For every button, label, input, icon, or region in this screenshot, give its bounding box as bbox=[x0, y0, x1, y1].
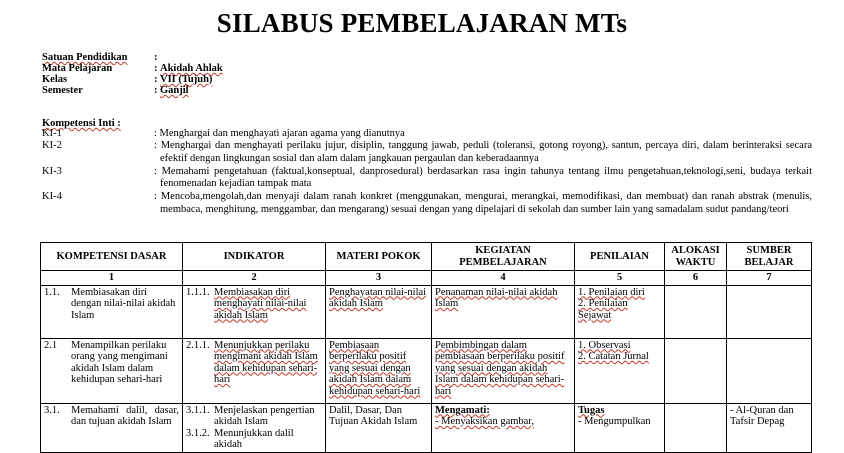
penilaian-item: 2. Catatan Jurnal bbox=[578, 351, 649, 362]
header-sumber-belajar: SUMBER BELAJAR bbox=[727, 243, 812, 271]
header-materi-pokok: MATERI POKOK bbox=[326, 243, 432, 271]
penilaian-heading: Tugas bbox=[578, 404, 605, 416]
kd-cell bbox=[41, 285, 183, 338]
identity-colon: : bbox=[154, 52, 158, 63]
alokasi-cell bbox=[665, 403, 727, 452]
indikator-number: 1.1.1. bbox=[186, 286, 210, 298]
column-number: 2 bbox=[183, 271, 326, 286]
identity-value: Ganjil bbox=[160, 85, 189, 96]
identity-label-text: Mata Pelajaran bbox=[42, 63, 113, 74]
indikator-text: Menjelaskan pengertian akidah Islam bbox=[214, 404, 315, 427]
indikator-number: 2.1.1. bbox=[186, 339, 210, 351]
header-kompetensi-dasar: KOMPETENSI DASAR bbox=[41, 243, 183, 271]
table-row bbox=[41, 403, 812, 452]
header-penilaian: PENILAIAN bbox=[575, 243, 665, 271]
table-row bbox=[41, 285, 812, 338]
identity-label bbox=[42, 63, 154, 74]
identity-label: Semester bbox=[42, 85, 83, 96]
kd-text: Memahami dalil, dasar, dan tujuan akidah Islam bbox=[71, 404, 179, 427]
identity-colon: : bbox=[154, 85, 158, 96]
ki-code: KI-3 bbox=[42, 165, 62, 177]
table-header-row bbox=[41, 243, 812, 271]
ki-code: KI-2 bbox=[42, 140, 62, 152]
ki-item bbox=[42, 191, 812, 216]
kompetensi-inti-heading: Kompetensi Inti : bbox=[42, 118, 121, 129]
kd-cell bbox=[41, 403, 183, 452]
penilaian-cell bbox=[575, 285, 665, 338]
identity-colon: : bbox=[154, 74, 158, 85]
alokasi-cell bbox=[665, 285, 727, 338]
identity-label: Kelas bbox=[42, 74, 68, 85]
indikator-number: 3.1.2. bbox=[186, 427, 210, 439]
ki-text: : Mencoba,mengolah,dan menyaji dalam ranah konkret (menggunakan, mengurai, merangkai, memodifikasi, dan membuat) dan ranah abstrak (menulis, membaca, menghitung, menggambar, dan mengarang) sesuai dengan yang dipelajari di sekolah dan sumber lain yang samadalam sudut pandang/teori bbox=[154, 191, 812, 215]
ki-item bbox=[42, 166, 812, 191]
materi-cell: Pembiasaan berperilaku positif yang sesuai dengan akidah Islam dalam kehidupan sehari-hari bbox=[326, 338, 432, 403]
header-indikator: INDIKATOR bbox=[183, 243, 326, 271]
kompetensi-inti-list bbox=[42, 128, 812, 216]
column-number: 3 bbox=[326, 271, 432, 286]
sumber-cell bbox=[727, 285, 812, 338]
header-alokasi-waktu: ALOKASI WAKTU bbox=[665, 243, 727, 271]
alokasi-cell bbox=[665, 338, 727, 403]
penilaian-item: 1. Observasi bbox=[578, 339, 631, 351]
kegiatan-cell: Penanaman nilai-nilai akidah Islam bbox=[432, 285, 575, 338]
kegiatan-item: - Menyaksikan gambar, bbox=[435, 416, 535, 427]
kd-cell bbox=[41, 338, 183, 403]
penilaian-item: 1. Penilaian diri bbox=[578, 286, 645, 298]
kd-text: Menampilkan perilaku orang yang mengimani akidah Islam dalam kehidupan sehari-hari bbox=[71, 339, 168, 385]
kegiatan-cell: Pembimbingan dalam pembiasaan berperilaku positif yang sesuai dengan akidah Islam dalam kehidupan sehari-hari bbox=[432, 338, 575, 403]
column-number: 5 bbox=[575, 271, 665, 286]
column-number: 1 bbox=[41, 271, 183, 286]
ki-text: : Menghargai dan menghayati ajaran agama yang dianutnya bbox=[154, 128, 405, 139]
kd-number: 2.1 bbox=[44, 339, 58, 351]
identity-row bbox=[42, 85, 223, 96]
penilaian-cell bbox=[575, 338, 665, 403]
identity-value: Akidah Ahlak bbox=[160, 63, 223, 74]
identity-label: Satuan Pendidikan bbox=[42, 52, 128, 63]
table-row bbox=[41, 338, 812, 403]
kd-number: 1.1. bbox=[44, 286, 60, 298]
materi-cell: Dalil, Dasar, Dan Tujuan Akidah Islam bbox=[326, 403, 432, 452]
sumber-cell bbox=[727, 338, 812, 403]
ki-item bbox=[42, 128, 812, 140]
penilaian-cell bbox=[575, 403, 665, 452]
indikator-text: Menunjukkan perilaku mengimani akidah Islam dalam kehidupan sehari-hari bbox=[214, 339, 318, 385]
indikator-text: Membiasakan diri menghayati nilai-nilai akidah Islam bbox=[214, 286, 307, 321]
ki-item bbox=[42, 140, 812, 165]
indikator-text: Menunjukkan dalil akidah bbox=[214, 427, 294, 450]
kegiatan-heading: Mengamati: bbox=[435, 404, 490, 416]
table-number-row bbox=[41, 271, 812, 286]
kd-number: 3.1. bbox=[44, 404, 60, 416]
indikator-cell bbox=[183, 403, 326, 452]
page-title: SILABUS PEMBELAJARAN MTs bbox=[216, 8, 628, 38]
column-number: 4 bbox=[432, 271, 575, 286]
ki-code: KI-1 bbox=[42, 128, 62, 139]
indikator-cell bbox=[183, 338, 326, 403]
ki-text: : Memahami pengetahuan (faktual,konseptual, danprosedural) berdasarkan rasa ingin tahunya tentang ilmu pengetahuan,teknologi,seni, budaya terkait fenomenadan kejadian tampak mata bbox=[154, 165, 812, 190]
sumber-cell: - Al-Quran dan Tafsir Depag bbox=[727, 403, 812, 452]
indikator-cell bbox=[183, 285, 326, 338]
syllabus-table bbox=[40, 242, 812, 453]
kd-text: Membiasakan diri dengan nilai-nilai akidah Islam bbox=[71, 286, 176, 321]
identity-value: VII (Tujuh) bbox=[160, 74, 213, 85]
ki-text: : Menghargai dan menghayati perilaku jujur, disiplin, tanggung jawab, peduli (toleransi, gotong royong), santun, percaya diri, dalam berinteraksi secara efektif dengan lingkungan sosial dan alam dalam jangkauan pergaulan dan keberadaannya bbox=[154, 140, 812, 164]
ki-code: KI-4 bbox=[42, 191, 62, 203]
materi-cell: Penghayatan nilai-nilai akidah Islam bbox=[326, 285, 432, 338]
penilaian-item: 2. Penilaian Sejawat bbox=[578, 298, 628, 321]
identity-row bbox=[42, 74, 223, 85]
column-number: 6 bbox=[665, 271, 727, 286]
identity-block bbox=[42, 52, 223, 96]
penilaian-item: - Mengumpulkan bbox=[578, 416, 651, 427]
identity-row bbox=[42, 63, 223, 74]
kegiatan-cell bbox=[432, 403, 575, 452]
indikator-number: 3.1.1. bbox=[186, 404, 210, 416]
column-number: 7 bbox=[727, 271, 812, 286]
identity-colon: : bbox=[154, 63, 158, 74]
identity-row bbox=[42, 52, 223, 63]
header-kegiatan-pembelajaran: KEGIATAN PEMBELAJARAN bbox=[432, 243, 575, 271]
